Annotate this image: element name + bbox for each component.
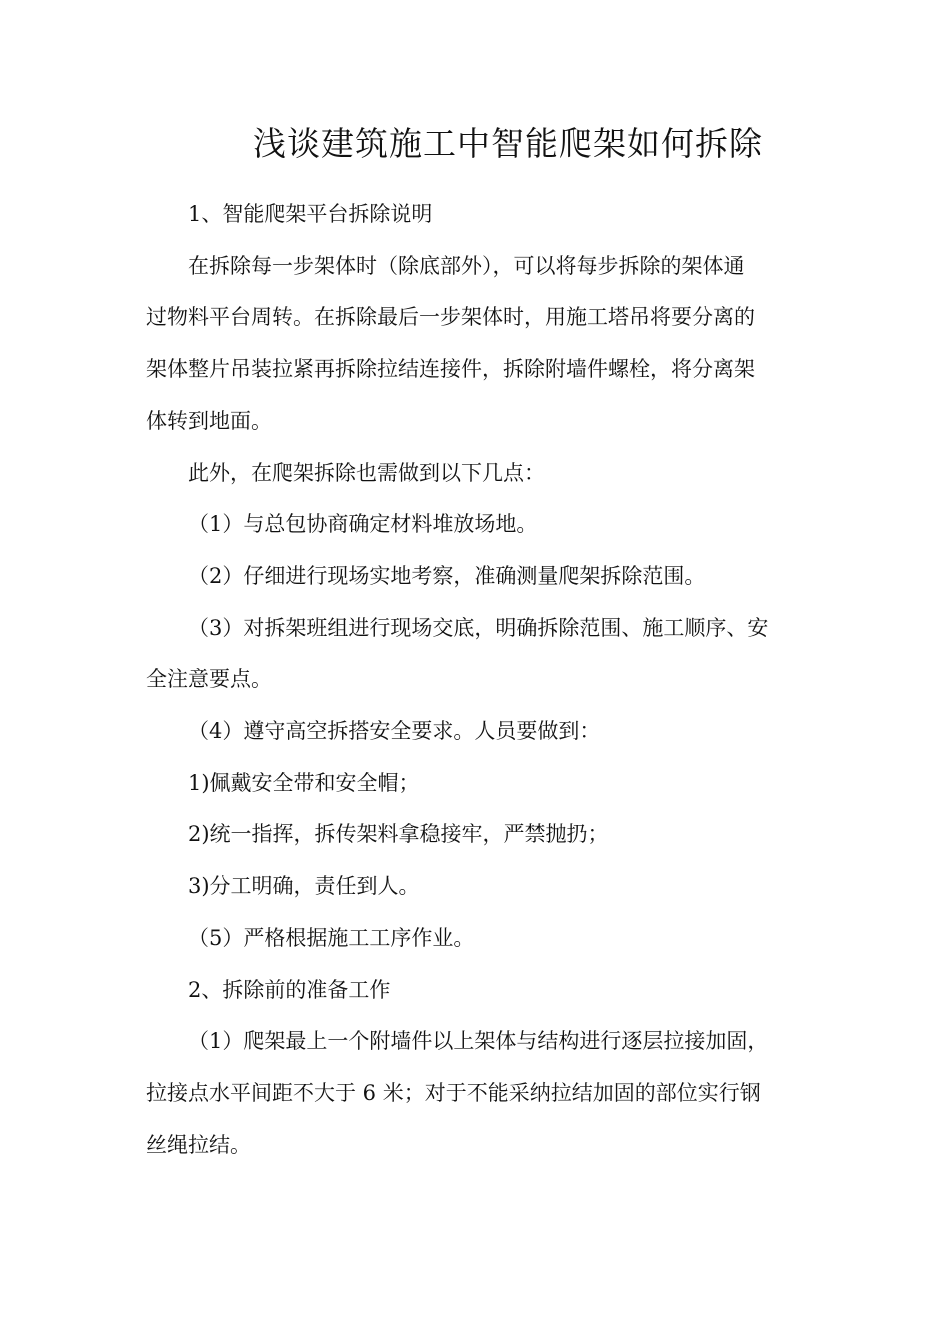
document-body — [146, 189, 806, 1171]
list-item: （3）对拆架班组进行现场交底，明确拆除范围、施工顺序、安 — [188, 615, 769, 640]
sub-list-item: 3)分工明确，责任到人。 — [188, 874, 420, 899]
sub-list-item: 2)统一指挥，拆传架料拿稳接牢，严禁抛扔； — [188, 822, 609, 847]
list-item: （2）仔细进行现场实地考察，准确测量爬架拆除范围。 — [188, 563, 706, 588]
document-title: 浅谈建筑施工中智能爬架如何拆除 — [253, 124, 763, 163]
paragraph-line: 体转到地面。 — [146, 408, 272, 433]
list-item: （4）遵守高空拆搭安全要求。人员要做到： — [188, 719, 601, 744]
paragraph-line: 架体整片吊装拉紧再拆除拉结连接件，拆除附墙件螺栓，将分离架 — [146, 357, 755, 382]
paragraph-line: 过物料平台周转。在拆除最后一步架体时，用施工塔吊将要分离的 — [146, 305, 755, 330]
section-heading-2: 2、拆除前的准备工作 — [188, 977, 391, 1002]
section-heading-1: 1、智能爬架平台拆除说明 — [188, 202, 433, 226]
list-item: （1）爬架最上一个附墙件以上架体与结构进行逐层拉接加固， — [188, 1029, 769, 1054]
sub-list-item: 1)佩戴安全带和安全帽； — [188, 770, 420, 795]
list-item: （1）与总包协商确定材料堆放场地。 — [188, 512, 538, 537]
paragraph-line: 在拆除每一步架体时（除底部外），可以将每步拆除的架体通 — [188, 253, 745, 278]
list-item: （5）严格根据施工工序作业。 — [188, 925, 475, 950]
list-item-continuation: 全注意要点。 — [146, 667, 272, 692]
list-item-continuation: 拉接点水平间距不大于 6 米；对于不能采纳拉结加固的部位实行钢 — [146, 1080, 761, 1105]
paragraph: 此外，在爬架拆除也需做到以下几点： — [188, 460, 545, 485]
list-item-continuation: 丝绳拉结。 — [146, 1132, 251, 1157]
